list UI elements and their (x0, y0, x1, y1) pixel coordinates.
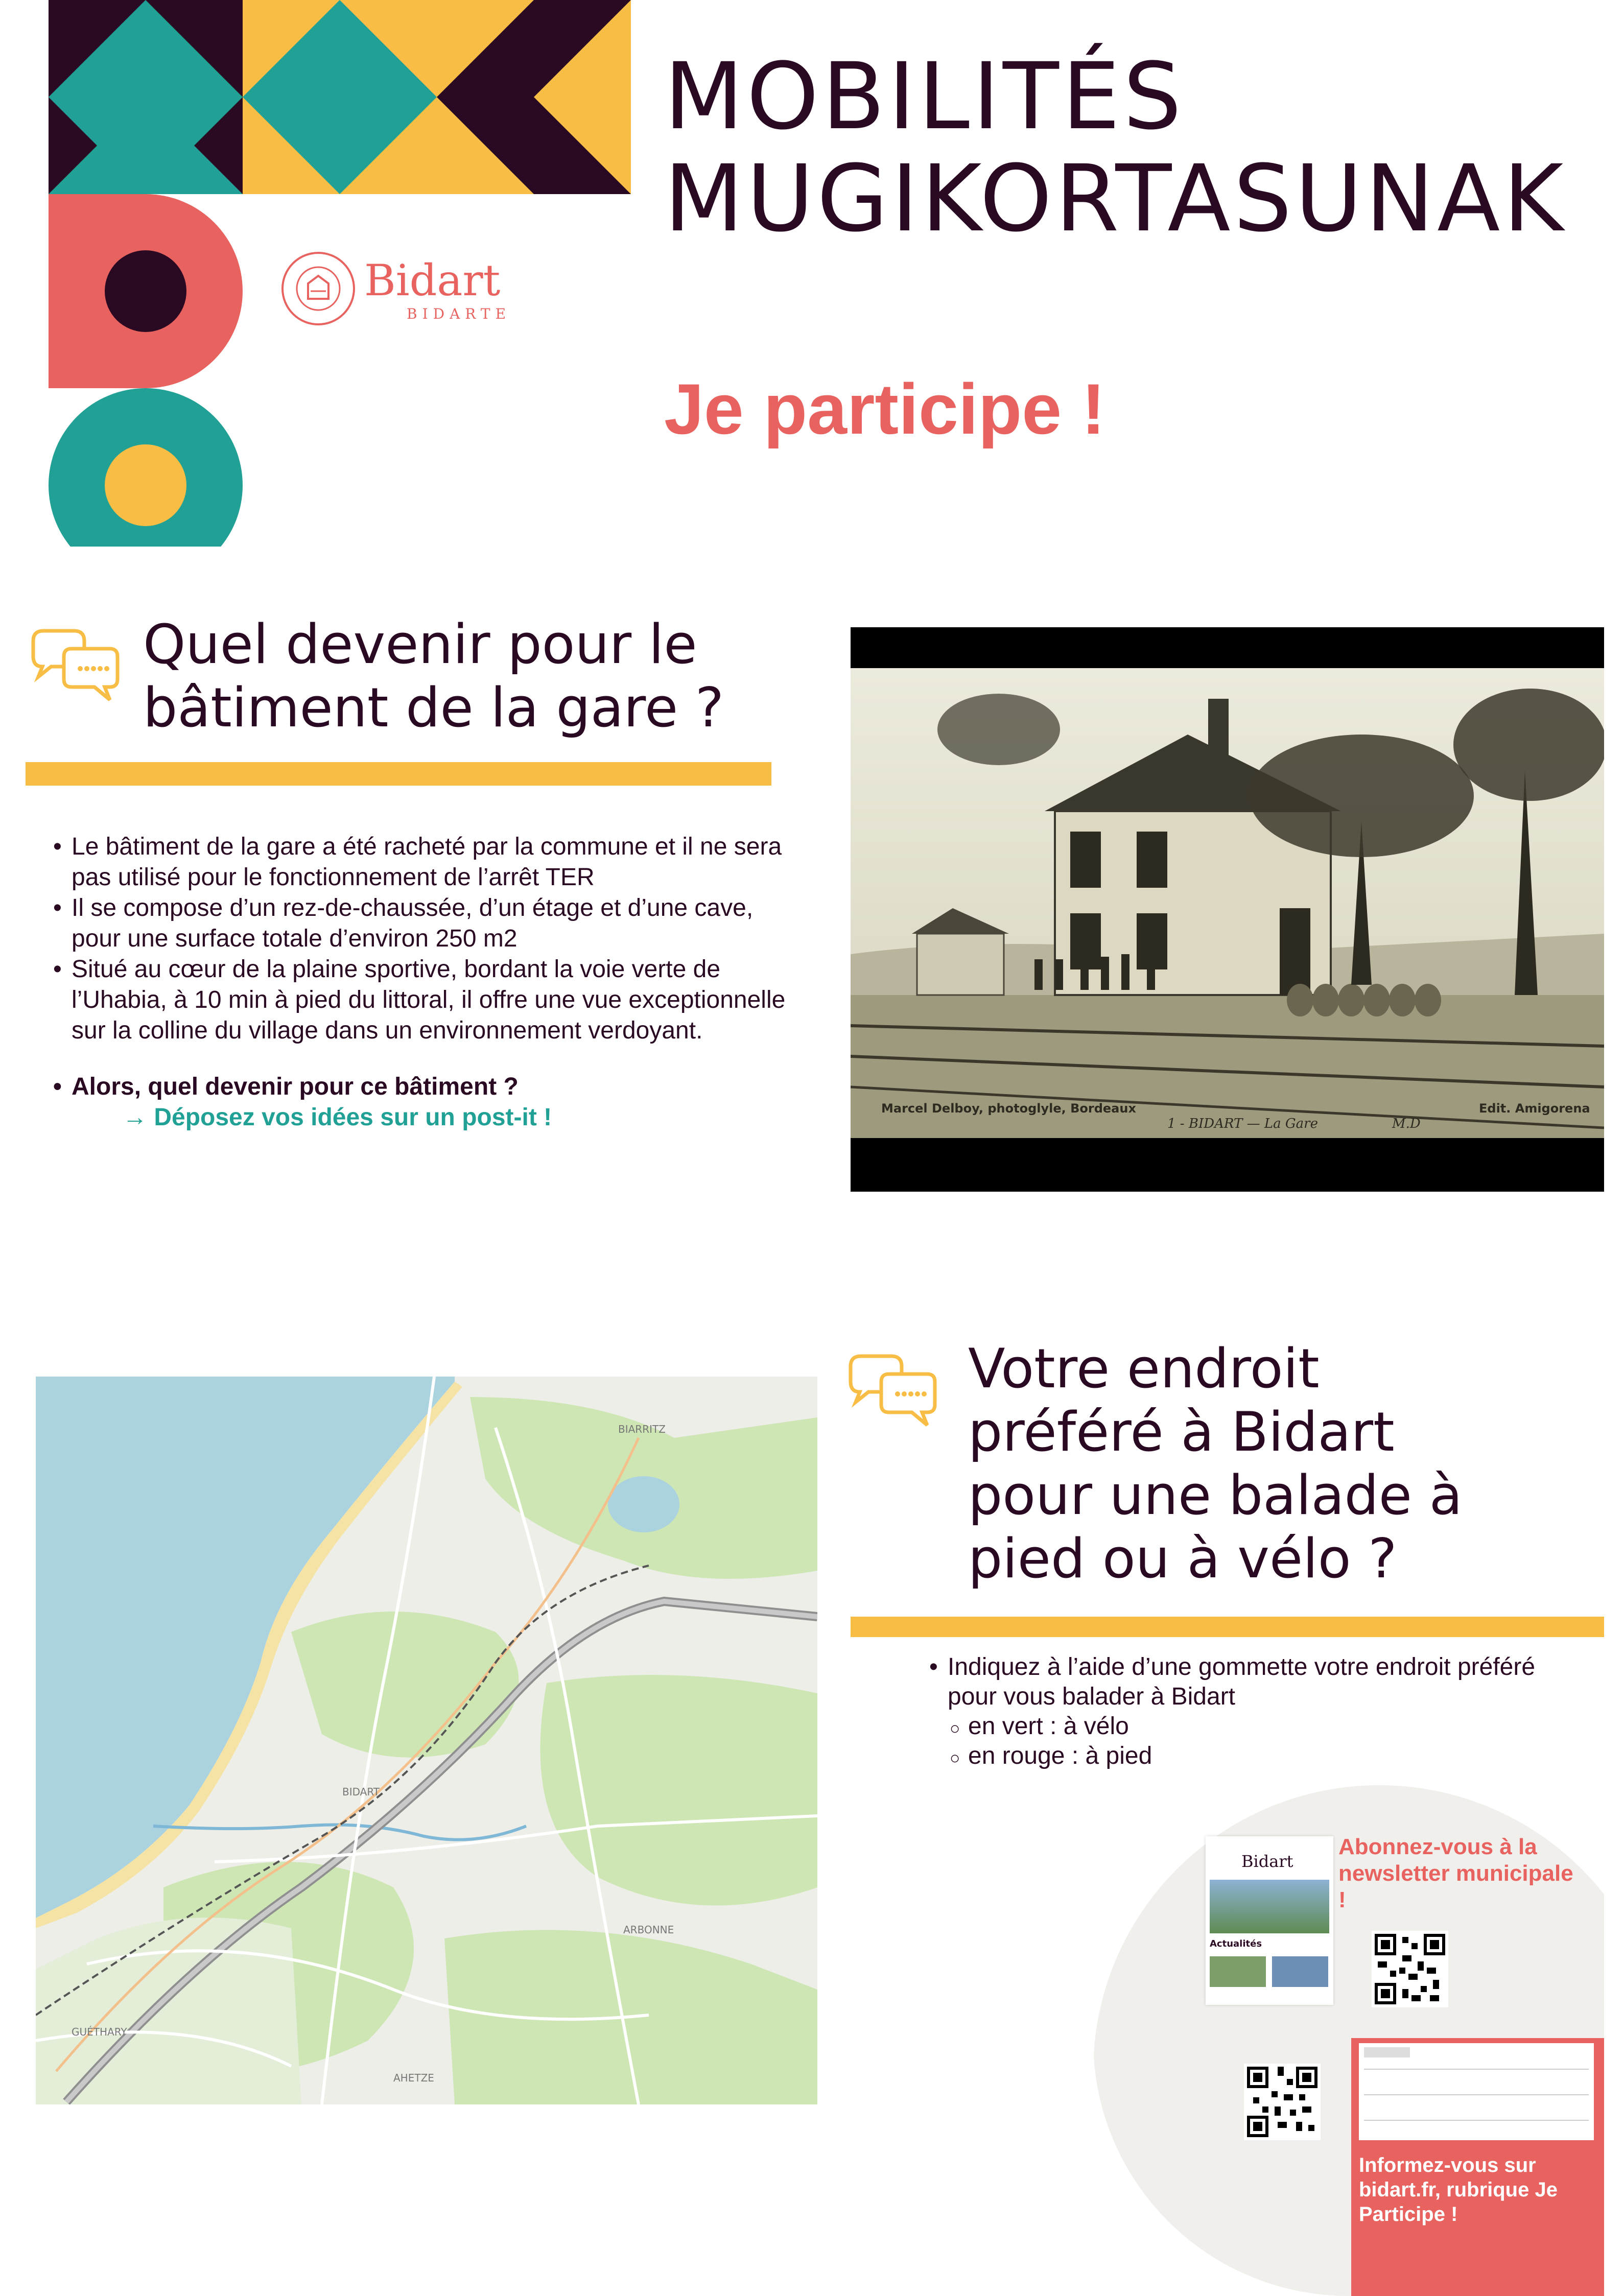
gare-bullet-2: • Il se compose d’un rez-de-chaussée, d’un étage et d’une cave, pour une surface totale d’environ 250 m2 (72, 893, 787, 954)
thumb-photo (1210, 1880, 1329, 1933)
photo-caption-right: Edit. Amigorena (1479, 1101, 1590, 1116)
gare-cta: → Déposez vos idées sur un post-it ! (123, 1104, 552, 1131)
balade-sub-bullet-pied: ○ en rouge : à pied (968, 1741, 1571, 1771)
balade-divider (851, 1617, 1604, 1637)
site-qr-icon[interactable] (1244, 2064, 1321, 2140)
gare-heading-line-2: bâtiment de la gare ? (143, 676, 724, 739)
title-line-1: MOBILITÉS (664, 43, 1185, 150)
gare-historic-photo (851, 668, 1604, 1138)
site-thumbnail (1359, 2043, 1594, 2140)
map-label-arbonne: ARBONNE (623, 1924, 674, 1936)
newsletter-thumbnail (1206, 1836, 1333, 2005)
gare-divider (26, 762, 771, 786)
gare-bullet-3: • Situé au cœur de la plaine sportive, bordant la voie verte de l’Uhabia, à 10 min à pied du littoral, il offre une vue exceptionnelle sur la colline du village dans un environnement verdoyant. (72, 954, 787, 1046)
thumb-img-2 (1272, 1956, 1328, 1987)
map-label-biarritz: BIARRITZ (618, 1423, 666, 1435)
map-label-guethary: GUÉTHARY (72, 2026, 127, 2038)
thumb-img-1 (1210, 1956, 1266, 1987)
gare-heading (143, 613, 807, 740)
balade-heading-line-3: pour une balade à (968, 1464, 1463, 1527)
thumb-section: Actualités (1210, 1938, 1262, 1949)
page-subtitle: Je participe ! (664, 369, 1105, 449)
newsletter-qr-icon[interactable] (1372, 1931, 1448, 2007)
map-label-bidart: BIDART (342, 1786, 380, 1798)
balade-heading (968, 1337, 1607, 1591)
photo-caption-left: Marcel Delboy, photoglyle, Bordeaux (881, 1101, 1136, 1116)
balade-heading-line-4: pied ou à vélo ? (968, 1527, 1397, 1590)
thumb-brand: Bidart (1241, 1852, 1293, 1871)
speech-bubbles-icon-2 (840, 1351, 943, 1433)
speech-bubbles-icon (23, 626, 125, 707)
info-text: Informez-vous sur bidart.fr, rubrique Je Participe ! (1359, 2154, 1558, 2226)
balade-sub-bullet-velo: ○ en vert : à vélo (968, 1712, 1571, 1741)
map-label-ahetze: AHETZE (393, 2072, 434, 2084)
logo-text: Bidart (364, 255, 501, 305)
gare-bullet-1: • Le bâtiment de la gare a été racheté par la commune et il ne sera pas utilisé pour le fonctionnement de l’arrêt TER (72, 832, 787, 893)
gare-body (51, 832, 787, 1133)
title-line-2: MUGIKORTASUNAK (664, 146, 1567, 252)
promo-area (1093, 1785, 1604, 2296)
bidart-logo (280, 250, 511, 332)
gare-heading-line-1: Quel devenir pour le (143, 613, 697, 676)
page-title (664, 43, 1567, 252)
newsletter-text: Abonnez-vous à la newsletter municipale ! (1338, 1834, 1573, 1912)
balade-body (927, 1652, 1571, 1771)
gare-photo-frame (851, 627, 1604, 1192)
balade-heading-line-1: Votre endroit (968, 1337, 1320, 1400)
balade-heading-line-2: préféré à Bidart (968, 1401, 1395, 1463)
balade-bullet: • Indiquez à l’aide d’une gommette votre endroit préféré pour vous balader à Bidart (948, 1652, 1571, 1712)
logo-seal-icon (280, 250, 357, 327)
photo-caption-center: 1 - BIDART — La Gare (1167, 1116, 1318, 1131)
photo-caption-mark: M.D (1392, 1116, 1421, 1131)
bidart-map[interactable] (36, 1377, 817, 2104)
map-graphic (36, 1377, 817, 2104)
gare-question: • Alors, quel devenir pour ce bâtiment ? (72, 1072, 787, 1102)
logo-subtext: BIDARTE (407, 305, 511, 322)
